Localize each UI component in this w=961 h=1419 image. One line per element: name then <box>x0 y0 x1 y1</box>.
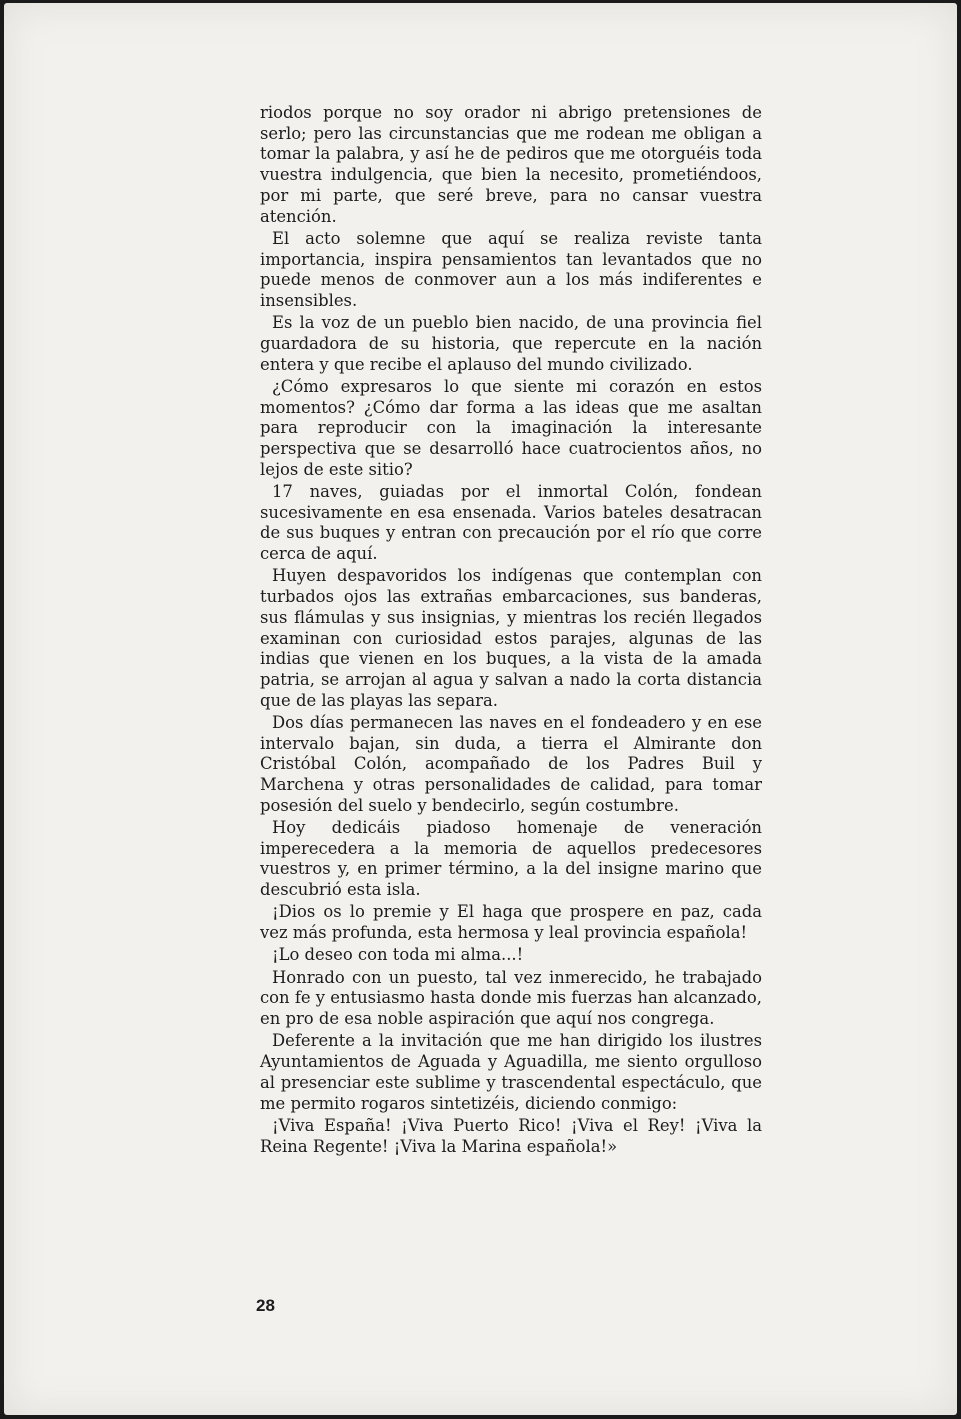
paragraph-3: Es la voz de un pueblo bien nacido, de una provincia fiel guardadora de su historia, que repercute en la nación entera y que recibe el aplauso del mundo civilizado. <box>260 313 762 374</box>
paragraph-10: ¡Lo deseo con toda mi alma...! <box>272 945 524 965</box>
book-page <box>4 3 957 1415</box>
paragraph-11: Honrado con un puesto, tal vez inmerecido, he trabajado con fe y entusiasmo hasta donde mis fuerzas han alcanzado, en pro de esa noble aspiración que aquí nos congrega. <box>260 967 762 1029</box>
paragraph-2: El acto solemne que aquí se realiza reviste tanta importancia, inspira pensamientos tan levantados que no puede menos de conmover aun a los más indiferentes e insensibles. <box>260 228 762 310</box>
paragraph-9: ¡Dios os lo premie y El haga que prospere en paz, cada vez más profunda, esta hermosa y leal provincia española! <box>260 902 762 943</box>
paragraph-5: 17 naves, guiadas por el inmortal Colón, fondean sucesivamente en esa ensenada. Varios bateles desatracan de sus buques y entran con precaución por el río que corre cerca de aquí. <box>260 482 762 564</box>
page-number: 28 <box>256 1296 275 1315</box>
paragraph-4: ¿Cómo expresaros lo que siente mi corazón en estos momentos? ¿Cómo dar forma a las ideas que me asaltan para reproducir con la imaginación la interesante perspectiva que se desarrolló hace cuatrocientos años, no lejos de este sitio? <box>260 376 762 479</box>
paragraph-7: Dos días permanecen las naves en el fondeadero y en ese intervalo bajan, sin duda, a tierra el Almirante don Cristóbal Colón, acompañado de los Padres Buil y Marchena y otras personalidades de calidad, para tomar posesión del suelo y bendecirlo, según costumbre. <box>260 712 762 815</box>
paragraph-12: Deferente a la invitación que me han dirigido los ilustres Ayuntamientos de Aguada y Aguadilla, me siento orgulloso al presenciar este sublime y trascendental espectáculo, que me permito rogaros sintetizéis, diciendo conmigo: <box>260 1031 762 1113</box>
paragraph-1: riodos porque no soy orador ni abrigo pretensiones de serlo; pero las circunstancias que me rodean me obligan a tomar la palabra, y así he de pediros que me otorguéis toda vuestra indulgencia, que bien la necesito, prometiéndoos, por mi parte, que seré breve, para no cansar vuestra atención. <box>260 103 762 226</box>
body-text <box>260 103 762 1157</box>
paragraph-13: ¡Viva España! ¡Viva Puerto Rico! ¡Viva el Rey! ¡Viva la Reina Regente! ¡Viva la Marina española!» <box>260 1115 762 1156</box>
paragraph-8: Hoy dedicáis piadoso homenaje de veneración imperecedera a la memoria de aquellos predecesores vuestros y, en primer término, a la del insigne marino que descubrió esta isla. <box>260 818 762 900</box>
paragraph-6: Huyen despavoridos los indígenas que contemplan con turbados ojos las extrañas embarcaciones, sus banderas, sus flámulas y sus insignias, y mientras los recién llegados examinan con curiosidad estos parajes, algunas de las indias que vienen en los buques, a la vista de la amada patria, se arrojan al agua y salvan a nado la corta distancia que de las playas las separa. <box>260 566 762 710</box>
